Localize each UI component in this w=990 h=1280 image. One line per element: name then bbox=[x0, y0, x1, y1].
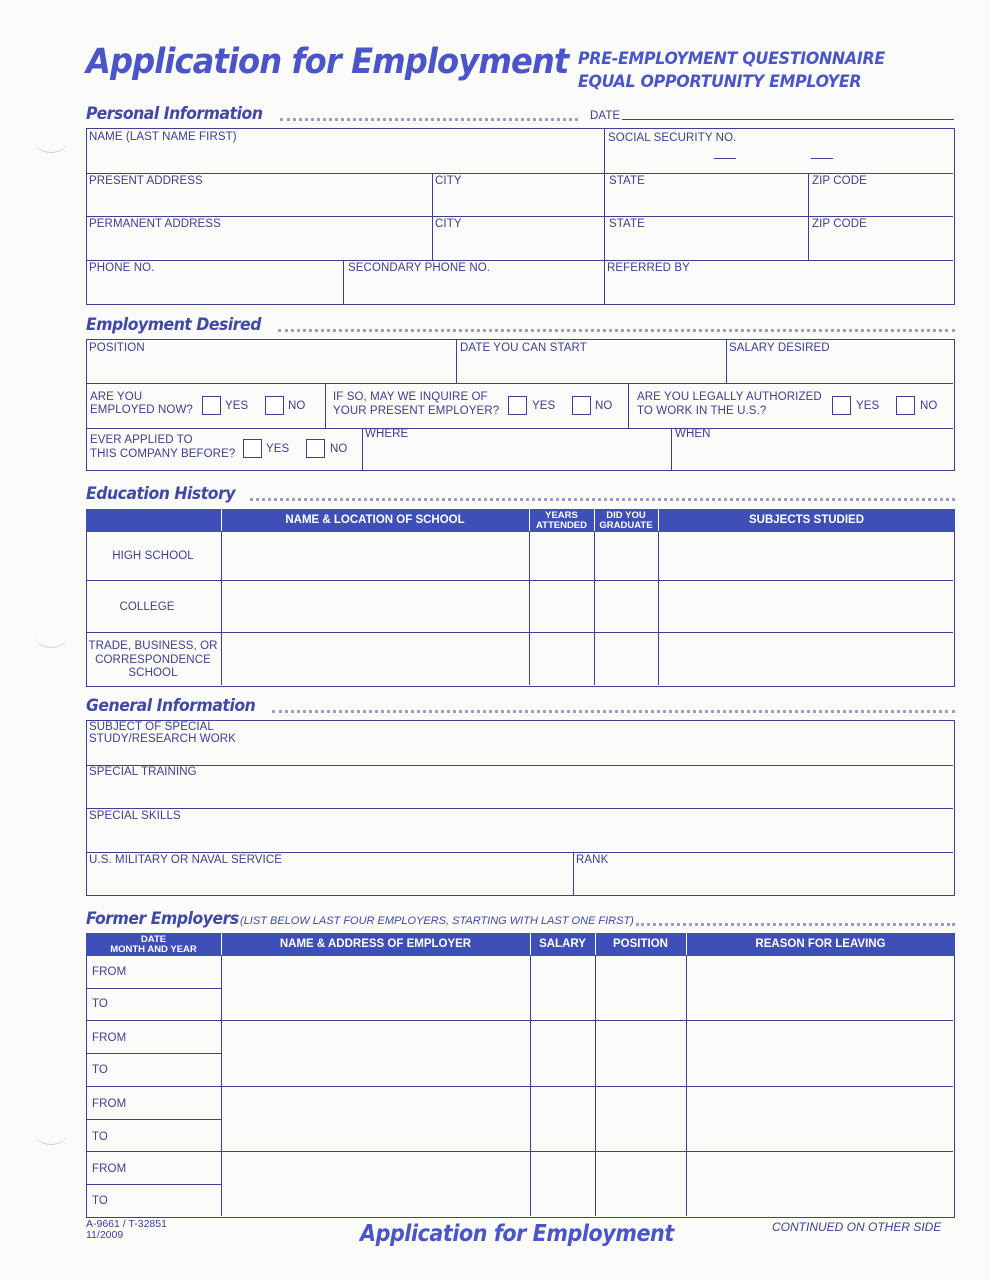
applied-before-no-checkbox[interactable] bbox=[306, 439, 325, 458]
ssn-dash bbox=[811, 158, 833, 159]
applied-before-label-2: THIS COMPANY BEFORE? bbox=[90, 448, 236, 460]
no-label: NO bbox=[920, 400, 938, 412]
ssn-field[interactable]: SOCIAL SECURITY NO. bbox=[608, 132, 737, 144]
dotted-rule bbox=[636, 923, 955, 926]
col-graduate-1: DID YOU bbox=[606, 510, 646, 521]
inquire-no-checkbox[interactable] bbox=[572, 396, 591, 415]
yes-label: YES bbox=[856, 400, 880, 412]
dotted-rule bbox=[278, 329, 955, 332]
col-date-2: MONTH AND YEAR bbox=[110, 944, 197, 955]
referred-by-field[interactable]: REFERRED BY bbox=[607, 262, 690, 274]
employer-4-from[interactable]: FROM bbox=[92, 1163, 127, 1175]
dotted-rule bbox=[280, 118, 578, 121]
date-field[interactable] bbox=[622, 119, 954, 120]
special-training-field[interactable]: SPECIAL TRAINING bbox=[89, 766, 197, 778]
section-personal-information bbox=[86, 104, 578, 124]
no-label: NO bbox=[330, 443, 348, 455]
page-title: Application for Employment bbox=[86, 42, 569, 82]
punch-hole bbox=[34, 128, 68, 153]
employer-1-to[interactable]: TO bbox=[92, 998, 108, 1010]
secondary-phone-field[interactable]: SECONDARY PHONE NO. bbox=[348, 262, 491, 274]
section-employment-desired bbox=[86, 315, 955, 335]
row-trade-3: SCHOOL bbox=[128, 667, 178, 679]
subtitle-eoe: EQUAL OPPORTUNITY EMPLOYER bbox=[578, 72, 862, 92]
section-former-employers bbox=[86, 909, 955, 929]
employer-2-to[interactable]: TO bbox=[92, 1064, 108, 1076]
date-label: DATE bbox=[590, 110, 621, 122]
punch-hole bbox=[34, 1120, 68, 1145]
employed-now-label-1: ARE YOU bbox=[90, 391, 143, 403]
row-high-school: HIGH SCHOOL bbox=[112, 550, 194, 562]
present-address-field[interactable]: PRESENT ADDRESS bbox=[89, 175, 203, 187]
row-trade-1: TRADE, BUSINESS, OR bbox=[88, 640, 218, 652]
authorized-label-1: ARE YOU LEGALLY AUTHORIZED bbox=[637, 391, 822, 403]
authorized-no-checkbox[interactable] bbox=[896, 396, 915, 415]
section-heading: Former Employers bbox=[86, 909, 239, 929]
row-college: COLLEGE bbox=[119, 601, 175, 613]
education-table-header bbox=[86, 509, 955, 532]
col-date-1: DATE bbox=[140, 934, 167, 945]
form-number: A-9661 / T-32851 bbox=[86, 1218, 167, 1230]
yes-label: YES bbox=[225, 400, 249, 412]
section-heading: Employment Desired bbox=[86, 315, 261, 335]
start-date-field[interactable]: DATE YOU CAN START bbox=[460, 342, 587, 354]
yes-label: YES bbox=[266, 443, 290, 455]
name-field[interactable]: NAME (LAST NAME FIRST) bbox=[89, 131, 237, 143]
special-skills-field[interactable]: SPECIAL SKILLS bbox=[89, 810, 181, 822]
when-field[interactable]: WHEN bbox=[675, 428, 711, 440]
col-years-2: ATTENDED bbox=[535, 520, 588, 531]
personal-info-box bbox=[86, 128, 955, 305]
special-study-label-2[interactable]: STUDY/RESEARCH WORK bbox=[89, 733, 236, 745]
col-school: NAME & LOCATION OF SCHOOL bbox=[285, 514, 465, 526]
col-salary: SALARY bbox=[539, 938, 586, 950]
permanent-city-field[interactable]: CITY bbox=[435, 218, 462, 230]
employers-table-body bbox=[86, 955, 955, 1218]
salary-desired-field[interactable]: SALARY DESIRED bbox=[729, 342, 830, 354]
employer-2-from[interactable]: FROM bbox=[92, 1032, 127, 1044]
subtitle-questionnaire: PRE-EMPLOYMENT QUESTIONNAIRE bbox=[578, 49, 885, 69]
continued-note: CONTINUED ON OTHER SIDE bbox=[772, 1220, 942, 1234]
row-trade-2: CORRESPONDENCE bbox=[95, 654, 211, 666]
employers-table-header bbox=[86, 933, 955, 956]
applied-before-yes-checkbox[interactable] bbox=[243, 439, 262, 458]
section-heading: General Information bbox=[86, 696, 256, 716]
no-label: NO bbox=[288, 400, 306, 412]
authorized-yes-checkbox[interactable] bbox=[832, 396, 851, 415]
no-label: NO bbox=[595, 400, 613, 412]
inquire-yes-checkbox[interactable] bbox=[508, 396, 527, 415]
military-service-field[interactable]: U.S. MILITARY OR NAVAL SERVICE bbox=[89, 854, 283, 866]
ssn-dash bbox=[714, 158, 736, 159]
inquire-label-1: IF SO, MAY WE INQUIRE OF bbox=[333, 391, 488, 403]
form-number-block bbox=[86, 1219, 167, 1241]
employed-now-yes-checkbox[interactable] bbox=[202, 396, 221, 415]
special-study-label-1[interactable]: SUBJECT OF SPECIAL bbox=[89, 721, 214, 733]
dotted-rule bbox=[272, 710, 955, 713]
col-graduate-2: GRADUATE bbox=[599, 520, 653, 531]
col-reason: REASON FOR LEAVING bbox=[755, 938, 886, 950]
employer-3-to[interactable]: TO bbox=[92, 1131, 108, 1143]
yes-label: YES bbox=[532, 400, 556, 412]
present-city-field[interactable]: CITY bbox=[435, 175, 462, 187]
section-heading: Personal Information bbox=[86, 104, 263, 124]
employer-1-from[interactable]: FROM bbox=[92, 966, 127, 978]
where-field[interactable]: WHERE bbox=[365, 428, 409, 440]
col-subjects: SUBJECTS STUDIED bbox=[748, 514, 865, 526]
employer-4-to[interactable]: TO bbox=[92, 1195, 108, 1207]
col-employer-name: NAME & ADDRESS OF EMPLOYER bbox=[279, 938, 472, 950]
phone-field[interactable]: PHONE NO. bbox=[89, 262, 155, 274]
permanent-zip-field[interactable]: ZIP CODE bbox=[812, 218, 867, 230]
rank-field[interactable]: RANK bbox=[576, 854, 609, 866]
authorized-label-2: TO WORK IN THE U.S.? bbox=[637, 405, 767, 417]
present-zip-field[interactable]: ZIP CODE bbox=[812, 175, 867, 187]
footer-title: Application for Employment bbox=[360, 1221, 674, 1247]
punch-hole bbox=[34, 623, 68, 648]
section-general-information bbox=[86, 696, 955, 716]
permanent-state-field[interactable]: STATE bbox=[609, 218, 645, 230]
col-years-1: YEARS bbox=[545, 510, 578, 521]
position-field[interactable]: POSITION bbox=[89, 342, 145, 354]
former-employers-note: (LIST BELOW LAST FOUR EMPLOYERS, STARTING WITH LAST ONE FIRST) bbox=[240, 915, 634, 927]
section-education-history bbox=[86, 484, 955, 504]
dotted-rule bbox=[250, 498, 955, 501]
form-date: 11/2009 bbox=[86, 1229, 124, 1241]
applied-before-label-1: EVER APPLIED TO bbox=[90, 434, 193, 446]
employed-now-label-2: EMPLOYED NOW? bbox=[90, 404, 193, 416]
general-info-box bbox=[86, 720, 955, 896]
employer-3-from[interactable]: FROM bbox=[92, 1098, 127, 1110]
present-state-field[interactable]: STATE bbox=[609, 175, 645, 187]
section-heading: Education History bbox=[86, 484, 236, 504]
col-position: POSITION bbox=[613, 938, 668, 950]
employed-now-no-checkbox[interactable] bbox=[265, 396, 284, 415]
permanent-address-field[interactable]: PERMANENT ADDRESS bbox=[89, 218, 221, 230]
inquire-label-2: YOUR PRESENT EMPLOYER? bbox=[333, 405, 500, 417]
